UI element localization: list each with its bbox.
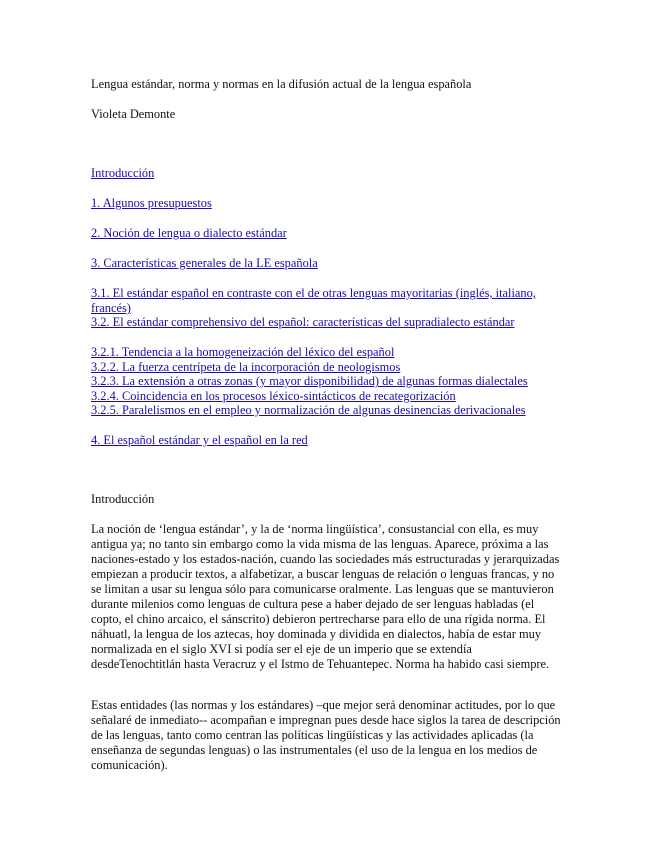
paragraph: La noción de ‘lengua estándar’, y la de ‘norma lingüística’, consustancial con ella, es muy antigua ya; no tanto sin embargo como la vida misma de las lenguas. Aparece, próxima a las naciones-estado y los estados-nación, cuando las sociedades más estructuradas y jerarquizadas empiezan a producir textos, a alfabetizar, a buscar lenguas de relación o lenguas francas, y no se limitan a usar su lengua sólo para comunicarse oralmente. Las lenguas que se mantuvieron durante milenios como lenguas de cultura pese a haber dejado de ser lenguas habladas (el copto, el chino arcaico, el sánscrito) debieron pertrecharse para ello de una rígida norma. El náhuatl, la lengua de los aztecas, hoy dominada y dividida en dialectos, había de estar muy normalizada en el siglo XVI si podía ser el eje de un imperio que se extendía desdeTenochtitlán hasta Veracruz y el Istmo de Tehuantepec. Norma ha habido casi siempre. — [91, 522, 560, 671]
toc-link-introduccion[interactable]: Introducción — [91, 166, 155, 180]
toc-link-algunos-presupuestos[interactable]: 1. Algunos presupuestos — [91, 196, 212, 210]
toc-link-fuerza-centripeta[interactable]: 3.2.2. La fuerza centrípeta de la incorporación de neologismos — [91, 360, 401, 374]
toc-link-caracteristicas-generales[interactable]: 3. Características generales de la LE española — [91, 256, 318, 270]
toc-link-paralelismos[interactable]: 3.2.5. Paralelismos en el empleo y normalización de algunas desinencias derivacionales — [91, 403, 526, 417]
toc-link-nocion-lengua-estandar[interactable]: 2. Noción de lengua o dialecto estándar — [91, 226, 287, 240]
document-author: Violeta Demonte — [91, 107, 176, 121]
toc-link-estandar-en-contraste[interactable]: 3.1. El estándar español en contraste con el de otras lenguas mayoritarias (inglés, italiano, francés) — [91, 286, 536, 315]
section-heading-introduccion: Introducción — [91, 492, 155, 506]
document-title: Lengua estándar, norma y normas en la difusión actual de la lengua española — [91, 77, 472, 91]
toc-link-espanol-en-la-red[interactable]: 4. El español estándar y el español en la red — [91, 433, 308, 447]
toc-link-extension-otras-zonas[interactable]: 3.2.3. La extensión a otras zonas (y mayor disponibilidad) de algunas formas dialectales — [91, 374, 528, 388]
toc-link-estandar-comprehensivo[interactable]: 3.2. El estándar comprehensivo del español: características del supradialecto estándar — [91, 315, 515, 329]
paragraph: Estas entidades (las normas y los estándares) –que mejor será denominar actitudes, por lo que señalaré de inmediato-- acompañan e impregnan pues desde hace siglos la tarea de descripción de las lenguas, tanto como centran las políticas lingüísticas y las actividades aplicadas (la enseñanza de segundas lenguas) o las instrumentales (el uso de la lengua en los medios de comunicación). — [91, 698, 561, 772]
toc-link-procesos-lexico-sintacticos[interactable]: 3.2.4. Coincidencia en los procesos léxico-sintácticos de recategorización — [91, 389, 456, 403]
toc-link-homogeneizacion-lexico[interactable]: 3.2.1. Tendencia a la homogeneización del léxico del español — [91, 345, 395, 359]
